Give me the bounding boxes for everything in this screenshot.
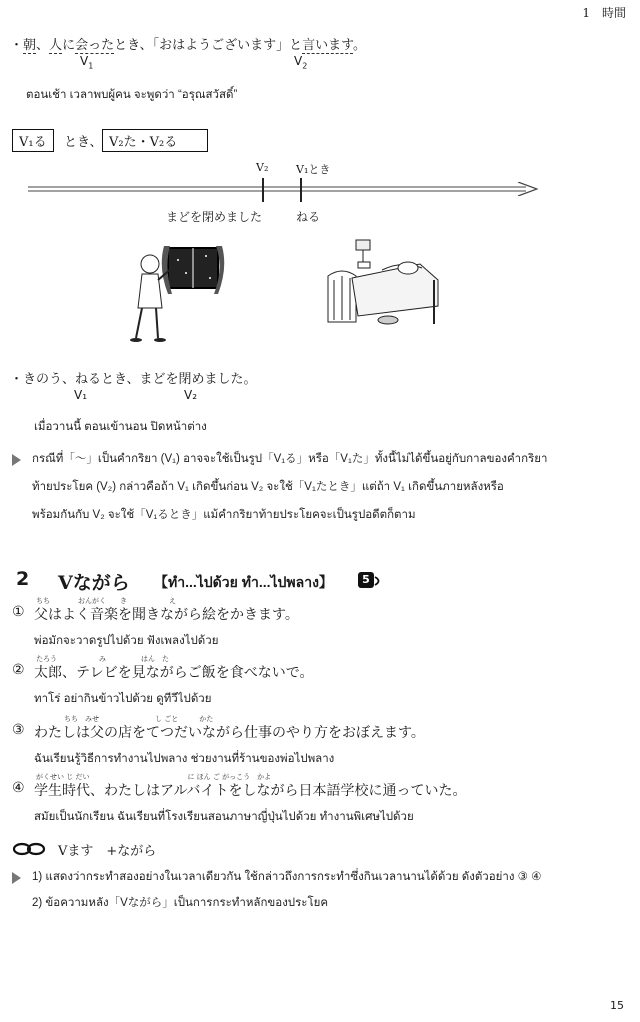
example-4-th: สมัยเป็นนักเรียน ฉันเรียนที่โรงเรียนสอนภาษาญี่ปุ่นไปด้วย ทำงานพิเศษไปด้วย: [34, 811, 414, 823]
ex2-v2-label: V₂: [184, 388, 198, 402]
link-icon: [12, 842, 46, 856]
timeline-v1-label: V₁とき: [296, 163, 331, 176]
pattern-box-1: V₁る: [12, 129, 54, 152]
chapter-header: 1 時間: [582, 6, 626, 20]
note-1-line-3: พร้อมกันกับ V₂ จะใช้「V₁るとき」แม้คำกริยาท้ายประโยคจะเป็นรูปอดีตก็ตาม: [32, 509, 416, 521]
example-1-furigana: ちち おんがく き え: [36, 597, 176, 605]
example-2-sentence: ・きのう、ねるとき、まどを閉めました。: [10, 372, 257, 387]
ex2-v1-label: V₁: [74, 388, 88, 402]
audio-speaker-icon: [374, 575, 384, 587]
note-1-line-2: ท้ายประโยค (V₂) กล่าวคือถ้า V₁ เกิดขึ้นก่อน V₂ จะใช้「V₁たとき」แต่ถ้า V₁ เกิดขึ้นภายหลังหรือ: [32, 481, 504, 493]
pattern-box-2: V₂た・V₂る: [102, 129, 208, 152]
timeline-v2-label: V₂: [256, 161, 269, 174]
pattern-middle: とき、: [64, 135, 103, 150]
timeline-below-left: まどを閉めました: [166, 210, 263, 224]
section-2-title: Vながら: [58, 572, 130, 594]
section-2-subtitle: 【ทำ...ไปด้วย ทำ...ไปพลาง】: [154, 574, 333, 590]
timeline-tick-v1: [300, 178, 302, 202]
page-number: 15: [610, 999, 624, 1012]
example-3-jp: わたしは父の店をてつだいながら仕事のやり方をおぼえます。: [34, 725, 425, 741]
example-4-number: ④: [12, 780, 25, 796]
example-3-th: ฉันเรียนรู้วิธีการทำงานไปพลาง ช่วยงานที่ร้านของพ่อไปพลาง: [34, 753, 335, 765]
timeline-tick-v2: [262, 178, 264, 202]
ex1-v2-label: $V_2$: [294, 54, 308, 71]
example-3-furigana: ちち みせ し ごと かた: [36, 715, 214, 723]
audio-track-badge[interactable]: 5: [358, 572, 374, 588]
example-1-th: พ่อมักจะวาดรูปไปด้วย ฟังเพลงไปด้วย: [34, 635, 219, 647]
closing-window-illustration: [128, 238, 238, 350]
example-1-sentence: ・朝、人に会ったとき、「おはようございます」と言います。: [10, 38, 367, 53]
timeline-below-right: ねる: [296, 210, 321, 224]
example-2-th: ทาโร่ อย่ากินข้าวไปด้วย ดูทีวีไปด้วย: [34, 693, 212, 705]
example-1-number: ①: [12, 604, 25, 620]
bed-illustration: [322, 236, 444, 332]
example-1-jp: 父はよく音楽を聞きながら絵をかきます。: [34, 607, 299, 623]
example-4-jp: 学生時代、わたしはアルバイトをしながら日本語学校に通っていた。: [34, 783, 467, 799]
note-1-marker: [12, 454, 21, 466]
formula: Vます +ながら: [58, 844, 157, 859]
note-1-line-1: กรณีที่「〜」เป็นคำกริยา (V₁) อาจจะใช้เป็นรูป「V₁る」หรือ「V₁た」ทั้งนี้ไม่ได้ขึ้นอยู่กับกาลของคำกริยา: [32, 453, 548, 465]
v2-underlined: 言います: [302, 38, 354, 53]
note-2-line-1: 1) แสดงว่ากระทำสองอย่างในเวลาเดียวกัน ใช้กล่าวถึงการกระทำซึ่งกินเวลานานได้ด้วย ดังตัวอย่าง ③ ④: [32, 871, 542, 883]
section-2-number: 2: [16, 568, 30, 590]
example-2-furigana: たろう み はん た: [36, 655, 169, 663]
note-2-line-2: 2) ข้อความหลัง「Vながら」เป็นการกระทำหลักของประโยค: [32, 897, 329, 909]
ex1-v1-label: $V_1$: [80, 54, 94, 71]
example-2-jp: 太郎、テレビを見ながらご飯を食べないで。: [34, 665, 314, 681]
ex1-translation: ตอนเช้า เวลาพบผู้คน จะพูดว่า “อรุณสวัสดิ์”: [26, 89, 238, 101]
example-3-number: ③: [12, 722, 25, 738]
ex2-translation: เมื่อวานนี้ ตอนเข้านอน ปิดหน้าต่าง: [34, 421, 207, 433]
example-4-furigana: がくせい じ だい に ほん ご がっこう かよ: [36, 773, 272, 781]
v1-underlined: 会った: [75, 38, 115, 53]
note-2-marker: [12, 872, 21, 884]
example-2-number: ②: [12, 662, 25, 678]
timeline-arrow: [28, 182, 538, 196]
